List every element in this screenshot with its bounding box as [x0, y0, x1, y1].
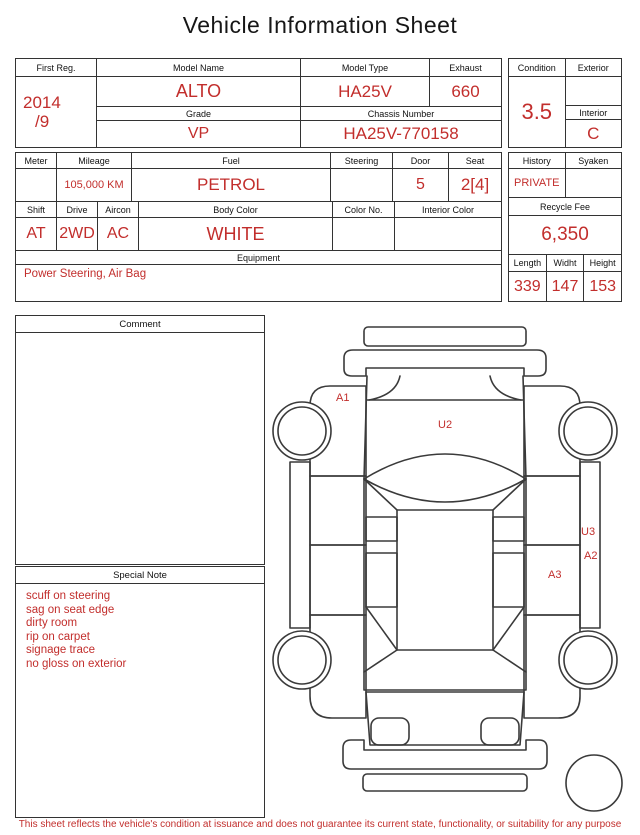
exhaust-header: Exhaust [430, 59, 501, 76]
fuel-value: PETROL [132, 169, 330, 201]
first-reg-year: 2014 [23, 93, 61, 112]
recycle-fee-value: 6,350 [509, 216, 621, 254]
steering-header: Steering [331, 153, 392, 168]
interior-color-value [395, 218, 501, 250]
width-value: 147 [547, 272, 584, 301]
meter-value [16, 169, 56, 201]
headlight-left [369, 376, 400, 400]
model-type-header: Model Type [301, 59, 429, 76]
first-reg-month: /9 [35, 112, 50, 131]
seat-header: Seat [449, 153, 501, 168]
height-header: Height [584, 255, 621, 271]
disclaimer-text: This sheet reflects the vehicle's condition at issuance and does not guarantee its current state, functionality, or suitability for any purpose [18, 819, 622, 830]
side-window-left-rear [366, 553, 397, 607]
damage-label-u2: U2 [438, 419, 453, 431]
drive-header: Drive [57, 202, 97, 217]
wheel-front-left [273, 402, 331, 460]
comment-body [16, 333, 264, 339]
shift-value: AT [16, 218, 56, 250]
height-value: 153 [584, 272, 621, 301]
interior-value: C [566, 120, 622, 147]
shift-header: Shift [16, 202, 56, 217]
special-note-line: dirty room [26, 617, 78, 629]
special-note-line: no gloss on exterior [26, 657, 127, 670]
right-front-door [524, 476, 580, 545]
damage-label-u3: U3 [581, 526, 596, 538]
special-note-line: rip on carpet [26, 630, 90, 643]
rear-window [364, 650, 526, 690]
front-pillar-right [493, 479, 526, 510]
equipment-header: Equipment [16, 251, 501, 264]
rear-pillar-inner-right [493, 607, 524, 650]
wheel-rear-right [559, 631, 617, 689]
aircon-header: Aircon [98, 202, 138, 217]
right-sill [580, 462, 600, 628]
first-reg-value [16, 77, 96, 147]
special-note-header: Special Note [16, 567, 264, 584]
special-note-body [16, 584, 264, 671]
model-name-header: Model Name [97, 59, 300, 76]
aircon-value: AC [98, 218, 138, 250]
syaken-header: Syaken [566, 153, 622, 168]
left-front-door [310, 476, 366, 545]
left-sill [290, 462, 310, 628]
wheel-front-right [559, 402, 617, 460]
front-bumper-strip [364, 327, 526, 346]
condition-table [508, 58, 622, 148]
spare-tire [566, 755, 622, 811]
first-reg-header: First Reg. [16, 59, 96, 76]
width-header: Widht [547, 255, 584, 271]
windshield [364, 454, 526, 502]
color-no-header: Color No. [333, 202, 394, 217]
history-value: PRIVATE [509, 169, 565, 197]
roof [397, 510, 493, 650]
car-damage-diagram [272, 313, 637, 813]
history-header: History [509, 153, 565, 168]
comment-header: Comment [16, 316, 264, 333]
page-title: Vehicle Information Sheet [182, 12, 458, 38]
condition-value: 3.5 [509, 77, 565, 147]
left-rear-door [310, 545, 366, 615]
steering-value [331, 169, 392, 201]
front-bumper [344, 350, 546, 376]
side-window-right-rear [493, 553, 524, 607]
rear-bumper-strip [363, 774, 527, 791]
exterior-value [566, 77, 622, 105]
headlight-right [490, 376, 521, 400]
length-value: 339 [509, 272, 546, 301]
special-note-line: sag on seat edge [26, 603, 115, 616]
model-name-value: ALTO [97, 77, 300, 106]
exhaust-value: 660 [430, 77, 501, 106]
damage-label-a3: A3 [548, 569, 562, 581]
vehicle-main-table [15, 58, 502, 148]
equipment-value: Power Steering, Air Bag [16, 265, 501, 301]
color-no-value [333, 218, 394, 250]
wheel-rear-left [273, 631, 331, 689]
syaken-value [566, 169, 622, 197]
grade-value: VP [97, 121, 300, 147]
vehicle-detail-table [15, 152, 502, 302]
interior-header: Interior [566, 106, 622, 119]
exterior-header: Exterior [566, 59, 622, 76]
taillight-right [481, 718, 519, 745]
special-note-line: signage trace [26, 644, 96, 656]
chassis-number-value: HA25V-770158 [301, 121, 501, 147]
mileage-value: 105,000 KM [57, 169, 131, 201]
rear-pillar-inner-left [366, 607, 397, 650]
taillight-left [371, 718, 409, 745]
fuel-header: Fuel [132, 153, 330, 168]
door-value: 5 [393, 169, 448, 201]
mileage-header: Mileage [57, 153, 131, 168]
special-note-line: scuff on steering [26, 590, 111, 602]
chassis-number-header: Chassis Number [301, 107, 501, 120]
side-window-right-front [493, 517, 524, 541]
special-note-box [15, 566, 265, 818]
grade-header: Grade [97, 107, 300, 120]
body-color-header: Body Color [139, 202, 332, 217]
length-header: Length [509, 255, 546, 271]
recycle-fee-header: Recycle Fee [509, 198, 621, 215]
condition-header: Condition [509, 59, 565, 76]
interior-color-header: Interior Color [395, 202, 501, 217]
history-dimensions-table [508, 152, 622, 302]
body-color-value: WHITE [139, 218, 332, 250]
comment-box [15, 315, 265, 565]
front-pillar-left [364, 479, 397, 510]
door-header: Door [393, 153, 448, 168]
damage-label-a2: A2 [584, 550, 598, 562]
side-window-left-front [366, 517, 397, 541]
model-type-value: HA25V [301, 77, 429, 106]
damage-label-a1: A1 [336, 392, 350, 404]
meter-header: Meter [16, 153, 56, 168]
drive-value: 2WD [57, 218, 97, 250]
seat-value: 2[4] [449, 169, 501, 201]
